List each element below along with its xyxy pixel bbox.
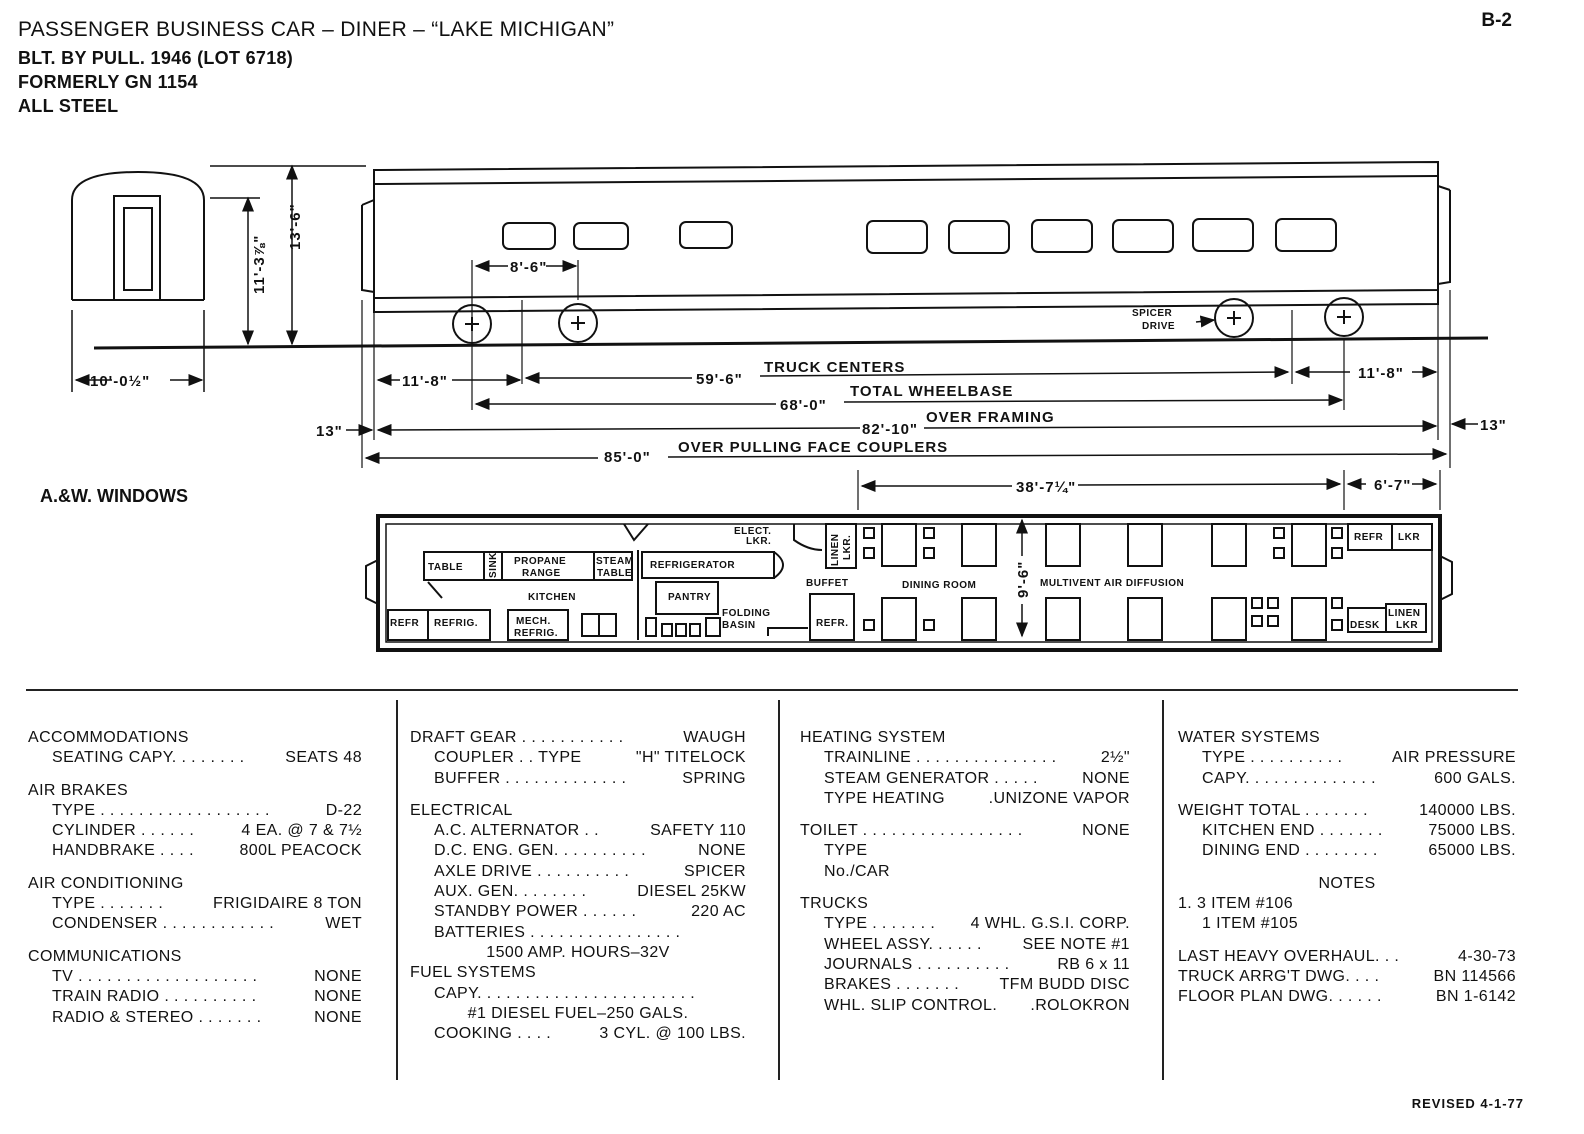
- spec-key: KITCHEN END . . . . . . .: [1202, 822, 1383, 840]
- spec-row: [410, 984, 746, 1004]
- spec-heading: COMMUNICATIONS: [28, 947, 182, 965]
- spec-value: 220 AC: [691, 903, 746, 921]
- refrigerator-label: REFRIGERATOR: [650, 560, 736, 571]
- table-label: TABLE: [428, 562, 464, 573]
- drive-label: DRIVE: [1142, 321, 1176, 332]
- spec-heading: DRAFT GEAR . . . . . . . . . . .: [410, 729, 624, 746]
- steam-label: STEAM: [596, 556, 634, 567]
- revised-date: REVISED 4-1-77: [1411, 1096, 1524, 1111]
- spec-value: .ROLOKRON: [1030, 996, 1130, 1014]
- spec-value: SPRING: [682, 769, 746, 787]
- spacer: [28, 862, 362, 874]
- linen-lkr-label: LKR.: [842, 534, 853, 560]
- pantry-label: PANTRY: [668, 592, 711, 603]
- spec-heading: AIR CONDITIONING: [28, 874, 184, 892]
- spec-row: [800, 821, 1130, 841]
- spec-row: [410, 801, 746, 821]
- spec-key: DINING END . . . . . . . .: [1202, 842, 1378, 860]
- spec-key: FLOOR PLAN DWG. . . . . .: [1178, 988, 1382, 1006]
- desk-label: DESK: [1350, 620, 1380, 631]
- spec-key: A.C. ALTERNATOR . .: [434, 822, 599, 840]
- steam-table-label: TABLE: [597, 568, 633, 579]
- height-a-label: 11'-3⅞": [251, 234, 268, 294]
- spec-row: [28, 894, 362, 914]
- spec-value: 4 WHL. G.S.I. CORP.: [970, 915, 1130, 933]
- spec-key: JOURNALS . . . . . . . . . .: [824, 955, 1010, 973]
- spec-column-2: [410, 728, 746, 1044]
- spec-value: 65000 LBS.: [1428, 842, 1516, 860]
- spec-value: DIESEL 25KW: [637, 883, 746, 901]
- spec-key: STEAM GENERATOR . . . . .: [824, 769, 1038, 787]
- refr-label: REFR: [390, 618, 420, 629]
- aw-windows-label: A.&W. WINDOWS: [40, 486, 188, 506]
- spec-value: BN 1-6142: [1435, 988, 1516, 1006]
- spec-centered-line: #1 DIESEL FUEL–250 GALS.: [467, 1004, 689, 1022]
- col-divider-3: [1162, 700, 1164, 1080]
- spec-value: NONE: [1082, 822, 1130, 840]
- spec-row: [800, 914, 1130, 934]
- spacer: [800, 882, 1130, 894]
- spec-value: NONE: [314, 1008, 362, 1026]
- spec-row: [410, 902, 746, 922]
- kitchen-label: KITCHEN: [528, 592, 576, 603]
- spec-key: SEATING CAPY. . . . . . . .: [52, 749, 245, 767]
- spec-row: [1178, 769, 1516, 789]
- spec-key: TYPE: [824, 842, 868, 860]
- truck-centers-label: TRUCK CENTERS: [764, 359, 906, 376]
- spec-row: [1178, 894, 1516, 914]
- spec-row: [800, 841, 1130, 861]
- spec-key: TYPE . . . . . . .: [52, 895, 164, 913]
- spec-row: [28, 914, 362, 934]
- spec-row: [1178, 914, 1516, 934]
- sheet-number: B-2: [1481, 10, 1512, 31]
- spec-value: SAFETY 110: [650, 822, 746, 840]
- spec-row: [800, 894, 1130, 914]
- spec-key: HANDBRAKE . . . .: [52, 842, 194, 860]
- spec-key: BRAKES . . . . . . .: [824, 976, 960, 994]
- spacer: [1178, 862, 1516, 874]
- spec-value: 800L PEACOCK: [239, 842, 362, 860]
- spec-row: [1178, 821, 1516, 841]
- spec-key: LAST HEAVY OVERHAUL. . .: [1178, 947, 1400, 965]
- spec-heading: AIR BRAKES: [28, 781, 129, 799]
- spec-value: 2½": [1100, 749, 1130, 767]
- spec-row: [800, 996, 1130, 1016]
- folding-label: FOLDING: [722, 608, 771, 619]
- over-couplers-label: OVER PULLING FACE COUPLERS: [678, 439, 949, 456]
- spec-row: [1178, 967, 1516, 987]
- spec-value: 600 GALS.: [1434, 769, 1516, 787]
- spec-row: [1178, 987, 1516, 1007]
- spec-centered-line: NOTES: [1318, 874, 1376, 892]
- spec-column-4: [1178, 728, 1516, 1008]
- spec-heading: WEIGHT TOTAL . . . . . . .: [1178, 801, 1368, 819]
- spec-key: TYPE . . . . . . . . . .: [1202, 749, 1343, 767]
- spec-row: [410, 882, 746, 902]
- spec-row: [28, 841, 362, 861]
- total-wheelbase-value: 68'-0": [780, 397, 827, 414]
- mech-refrig-label: REFRIG.: [514, 628, 559, 639]
- truck-centers-value: 59'-6": [696, 371, 743, 388]
- coupler-left-label: 13": [316, 423, 343, 440]
- spec-value: SEE NOTE #1: [1022, 935, 1130, 953]
- spacer: [28, 769, 362, 781]
- spec-heading: TOILET . . . . . . . . . . . . . . . . .: [800, 822, 1023, 840]
- spec-value: WAUGH: [683, 729, 746, 746]
- spec-heading: FUEL SYSTEMS: [410, 964, 537, 982]
- spec-key: BATTERIES . . . . . . . . . . . . . . . .: [434, 923, 681, 941]
- end-offset-left: 11'-8": [402, 373, 448, 390]
- spec-heading: ACCOMMODATIONS: [28, 729, 189, 746]
- spec-row: [1178, 947, 1516, 967]
- rail-line: [94, 338, 1488, 348]
- spec-value: FRIGIDAIRE 8 TON: [213, 895, 362, 913]
- former-number: FORMERLY GN 1154: [18, 72, 198, 92]
- spec-value: .UNIZONE VAPOR: [988, 789, 1130, 807]
- spec-row: [410, 862, 746, 882]
- spec-row: [1178, 728, 1516, 748]
- linen2-lkr-label: LKR: [1396, 620, 1419, 631]
- spec-divider: [26, 689, 1518, 691]
- spec-value: 140000 LBS.: [1419, 801, 1516, 819]
- spec-key: AXLE DRIVE . . . . . . . . . .: [434, 862, 630, 880]
- spec-row: [800, 789, 1130, 809]
- refr3-label: REFR: [1354, 532, 1384, 543]
- refr2-label: REFR.: [816, 618, 849, 629]
- spec-value: 4-30-73: [1458, 947, 1516, 965]
- spec-key: 1 ITEM #105: [1202, 915, 1299, 933]
- spec-key: BUFFER . . . . . . . . . . . . .: [434, 769, 627, 787]
- car-width-label: 9'-6": [1015, 560, 1032, 598]
- spec-row: [800, 935, 1130, 955]
- spec-key: WHEEL ASSY. . . . . .: [824, 935, 982, 953]
- basin-label: BASIN: [722, 620, 756, 631]
- height-b-label: 13'-6": [287, 203, 304, 250]
- spec-row: [800, 728, 1130, 748]
- spacer: [410, 789, 746, 801]
- coupler-right-label: 13": [1480, 417, 1507, 434]
- range-label: RANGE: [522, 568, 561, 579]
- spec-row: [800, 748, 1130, 768]
- spec-key: TYPE . . . . . . .: [824, 915, 936, 933]
- spec-value: NONE: [698, 842, 746, 860]
- spec-key: CYLINDER . . . . . .: [52, 822, 195, 840]
- spec-centered-line: 1500 AMP. HOURS–32V: [486, 943, 670, 961]
- spec-key: 1. 3 ITEM #106: [1178, 895, 1293, 913]
- end-view-outline: [72, 172, 204, 300]
- elect-label: ELECT.: [734, 526, 772, 537]
- linen2-label: LINEN: [1388, 608, 1421, 619]
- spacer: [28, 935, 362, 947]
- spec-row: [800, 955, 1130, 975]
- spec-row: [410, 769, 746, 789]
- spec-key: D.C. ENG. GEN. . . . . . . . . .: [434, 842, 646, 860]
- total-wheelbase-label: TOTAL WHEELBASE: [850, 383, 1014, 400]
- truck-wheelbase-label: 8'-6": [510, 259, 548, 276]
- spec-key: COUPLER . . TYPE: [434, 749, 582, 767]
- spec-key: TYPE HEATING: [824, 789, 945, 807]
- spec-key: CAPY. . . . . . . . . . . . . .: [1202, 769, 1376, 787]
- col-divider-1: [396, 700, 398, 1080]
- end-offset-right: 11'-8": [1358, 365, 1404, 382]
- spec-row: [1178, 748, 1516, 768]
- spec-row: [28, 728, 362, 748]
- propane-label: PROPANE: [514, 556, 567, 567]
- refrig-label: REFRIG.: [434, 618, 479, 629]
- spec-value: SEATS 48: [285, 749, 362, 767]
- spec-row: [410, 963, 746, 983]
- spec-key: STANDBY POWER . . . . . .: [434, 903, 637, 921]
- spec-row: [800, 975, 1130, 995]
- buffet-label: BUFFET: [806, 578, 849, 589]
- spec-key: AUX. GEN. . . . . . . .: [434, 883, 587, 901]
- spec-row: [410, 821, 746, 841]
- spacer: [1178, 789, 1516, 801]
- spec-key: COOKING . . . .: [434, 1025, 552, 1043]
- spec-value: AIR PRESSURE: [1392, 749, 1516, 767]
- spacer: [800, 809, 1130, 821]
- spec-row: [410, 923, 746, 943]
- spec-row: [28, 781, 362, 801]
- spec-row: [800, 862, 1130, 882]
- spec-row: [28, 947, 362, 967]
- construction: ALL STEEL: [18, 96, 119, 116]
- spec-value: NONE: [314, 988, 362, 1006]
- end-width-label: 10'-0½": [90, 373, 151, 390]
- spec-heading: TRUCKS: [800, 895, 869, 913]
- spec-row: [410, 748, 746, 768]
- spec-value: D-22: [325, 801, 362, 819]
- spec-key: RADIO & STEREO . . . . . . .: [52, 1008, 262, 1026]
- spec-value: 4 EA. @ 7 & 7½: [241, 822, 362, 840]
- spec-row: [28, 821, 362, 841]
- spec-key: CONDENSER . . . . . . . . . . . .: [52, 915, 275, 933]
- spec-value: BN 114566: [1433, 967, 1516, 985]
- end-length-label: 6'-7": [1374, 477, 1412, 494]
- spec-key: CAPY. . . . . . . . . . . . . . . . . . . . . . .: [434, 984, 696, 1002]
- spec-value: TFM BUDD DISC: [999, 976, 1130, 994]
- spec-heading: HEATING SYSTEM: [800, 729, 946, 746]
- sink-label: SINK: [488, 552, 499, 578]
- spec-row: [1178, 841, 1516, 861]
- over-framing-label: OVER FRAMING: [926, 409, 1055, 426]
- spec-value: WET: [325, 915, 362, 933]
- build-info: BLT. BY PULL. 1946 (LOT 6718): [18, 48, 294, 68]
- spec-column-3: [800, 728, 1130, 1016]
- spec-key: WHL. SLIP CONTROL.: [824, 996, 998, 1014]
- spec-row: [28, 987, 362, 1007]
- spec-row: [1178, 801, 1516, 821]
- spec-key: TRUCK ARRG'T DWG. . . .: [1178, 967, 1380, 985]
- spec-row: [28, 748, 362, 768]
- spec-row: [410, 728, 746, 748]
- over-couplers-value: 85'-0": [604, 449, 651, 466]
- spec-key: TYPE . . . . . . . . . . . . . . . . . .: [52, 801, 270, 819]
- spec-heading: WATER SYSTEMS: [1178, 729, 1321, 746]
- spec-row: [28, 967, 362, 987]
- spec-row: [28, 801, 362, 821]
- spec-key: No./CAR: [824, 862, 890, 880]
- spec-value: 75000 LBS.: [1428, 822, 1516, 840]
- spec-row: [28, 874, 362, 894]
- lkr-label: LKR: [1398, 532, 1421, 543]
- spec-row: [410, 841, 746, 861]
- dining-length-label: 38'-7¼": [1016, 479, 1077, 496]
- spec-row: [410, 1024, 746, 1044]
- spec-value: NONE: [1082, 769, 1130, 787]
- spec-key: TRAINLINE . . . . . . . . . . . . . . .: [824, 749, 1057, 767]
- col-divider-2: [778, 700, 780, 1080]
- spacer: [1178, 935, 1516, 947]
- spec-row: [28, 1008, 362, 1028]
- dining-room-label: DINING ROOM: [902, 580, 977, 591]
- elect-lkr-label: LKR.: [746, 536, 772, 547]
- spec-value: NONE: [314, 967, 362, 985]
- spicer-label: SPICER: [1132, 308, 1173, 319]
- linen-label: LINEN: [830, 533, 841, 566]
- page-title: PASSENGER BUSINESS CAR – DINER – “LAKE MICHIGAN”: [18, 18, 615, 41]
- spec-key: TRAIN RADIO . . . . . . . . . .: [52, 988, 257, 1006]
- spec-heading: ELECTRICAL: [410, 801, 513, 819]
- spec-value: "H" TITELOCK: [635, 749, 746, 767]
- spec-value: SPICER: [684, 862, 746, 880]
- spec-value: RB 6 x 11: [1057, 955, 1130, 973]
- multivent-label: MULTIVENT AIR DIFFUSION: [1040, 578, 1185, 589]
- spec-row: [800, 769, 1130, 789]
- over-framing-value: 82'-10": [862, 421, 919, 438]
- spec-value: 3 CYL. @ 100 LBS.: [599, 1025, 746, 1043]
- spec-column-1: [28, 728, 362, 1028]
- mech-label: MECH.: [516, 616, 551, 627]
- spec-key: TV . . . . . . . . . . . . . . . . . . .: [52, 967, 258, 985]
